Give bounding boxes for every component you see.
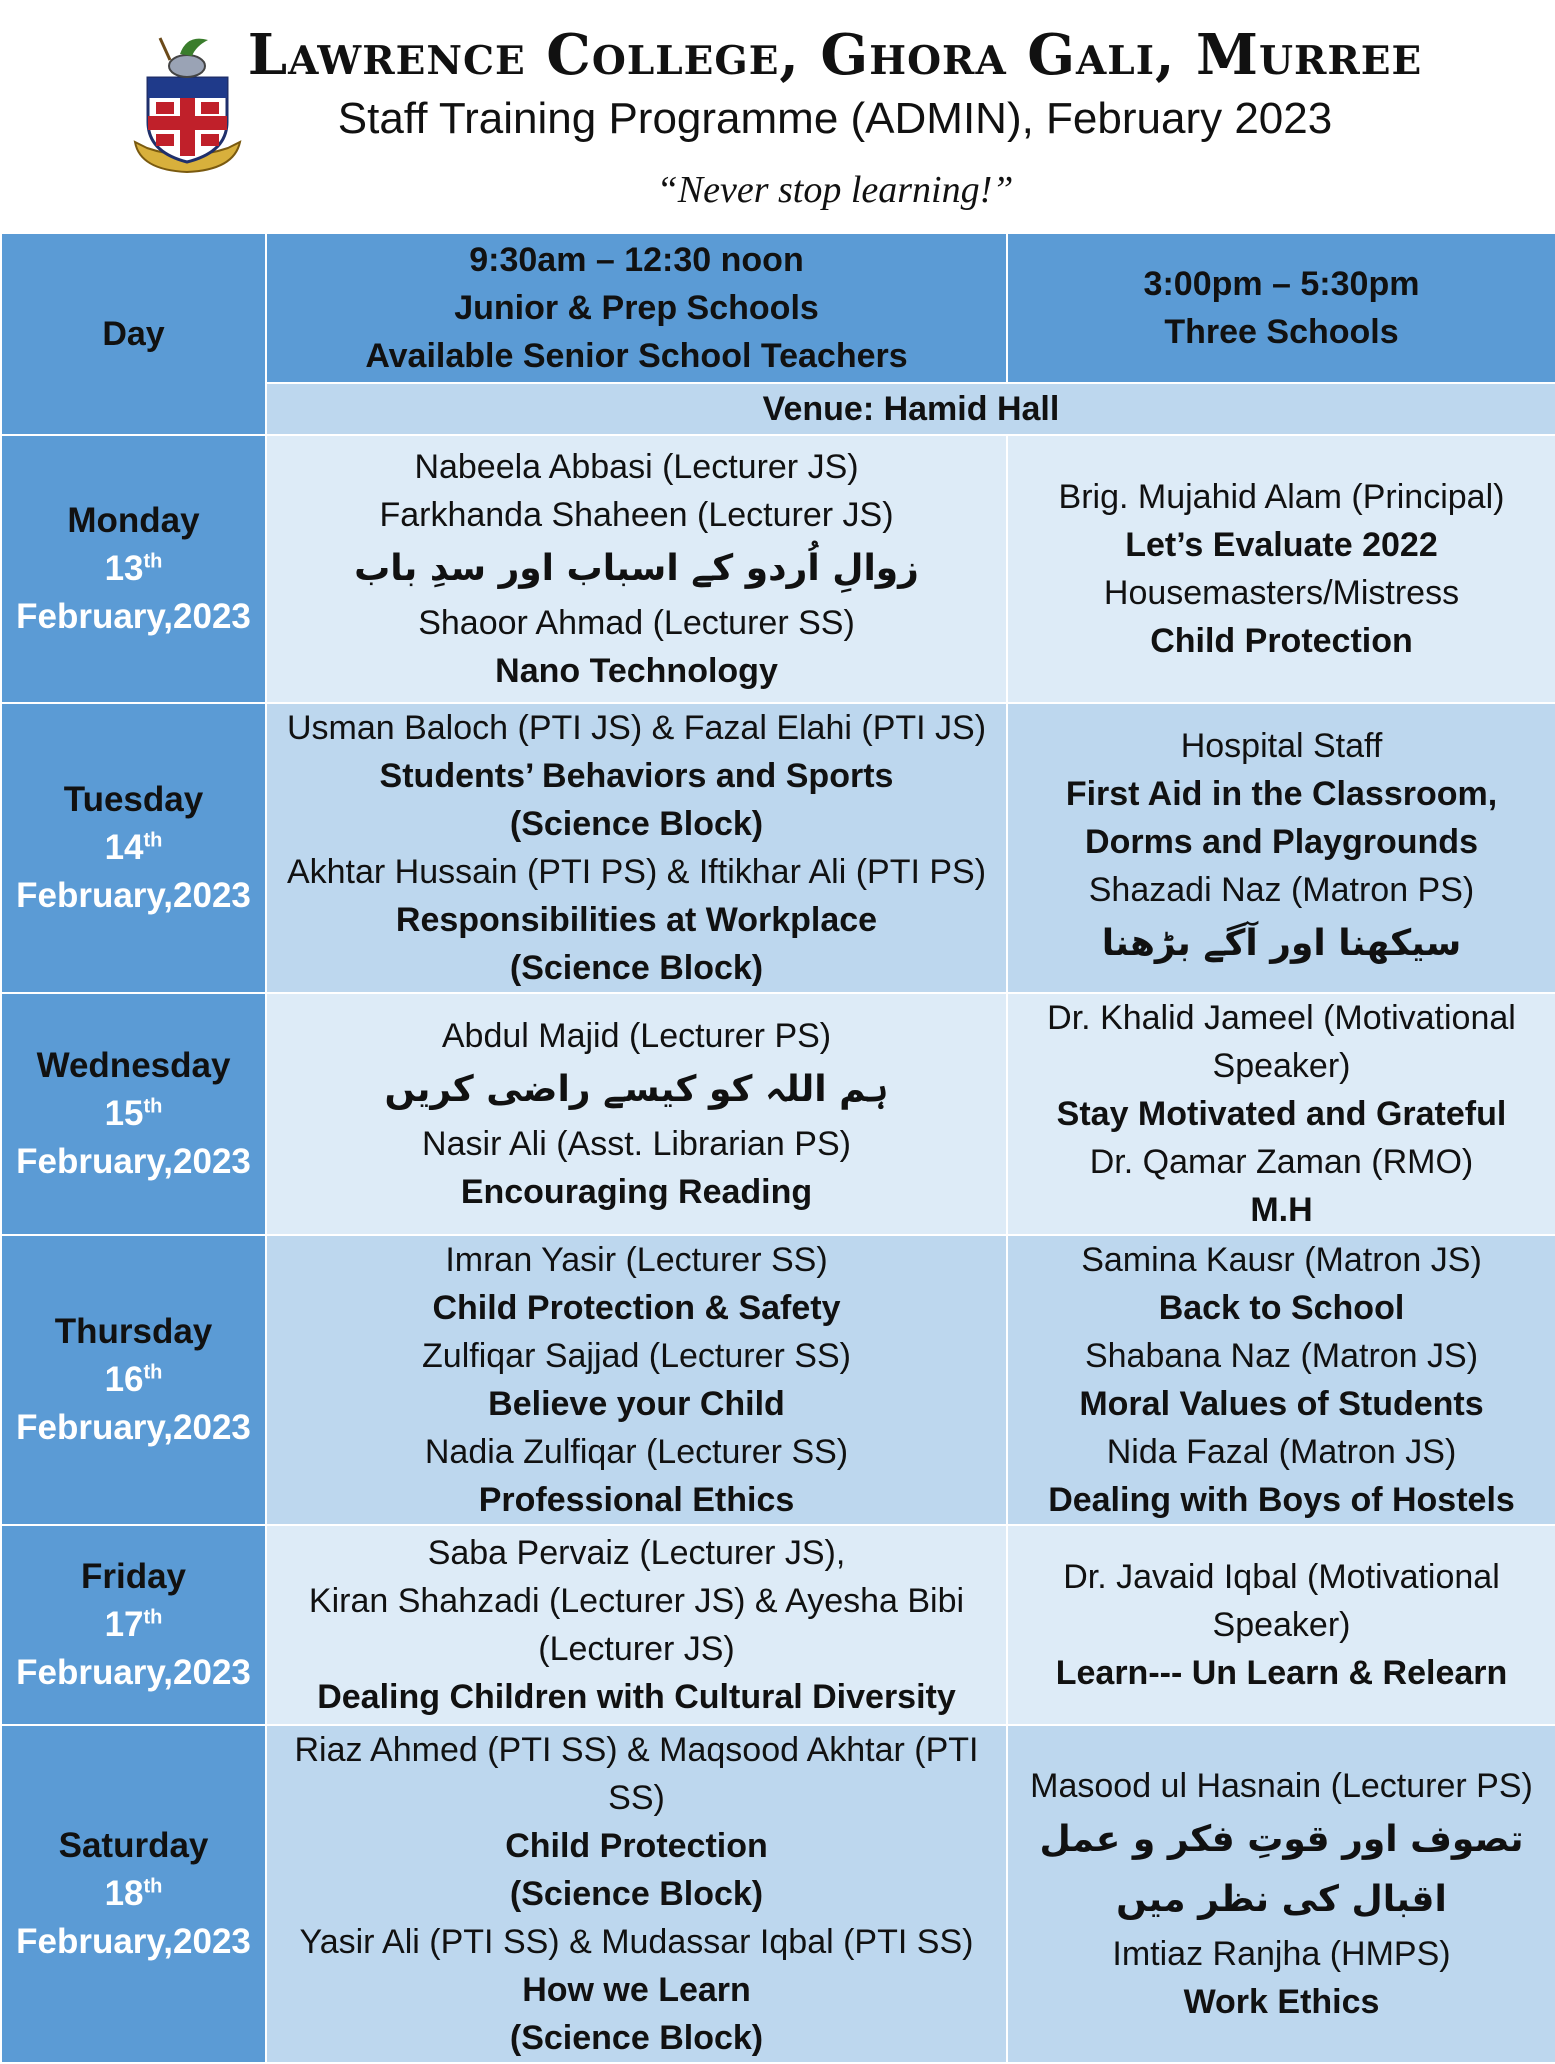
speaker-name: Shaoor Ahmad (Lecturer SS): [418, 604, 855, 642]
morning-time: 9:30am – 12:30 noon: [469, 241, 804, 279]
session-topic: Believe your Child: [488, 1385, 785, 1423]
venue-label: Venue: Hamid Hall: [266, 383, 1555, 435]
session-topic: Dealing Children with Cultural Diversity: [317, 1678, 956, 1716]
day-number: 17: [104, 1605, 144, 1644]
day-number: 16: [104, 1360, 144, 1399]
speaker-name: Dr. Khalid Jameel (Motivational: [1047, 999, 1516, 1037]
schedule-row: [1, 435, 1555, 703]
day-month: February,2023: [16, 597, 251, 636]
speaker-name: Akhtar Hussain (PTI PS) & Iftikhar Ali (PTI PS): [286, 853, 987, 891]
day-cell: [1, 1725, 266, 2063]
schedule-row: [1, 993, 1555, 1235]
day-number: 18: [104, 1874, 144, 1913]
day-ordinal: th: [143, 1606, 163, 1629]
morning-session-cell: [266, 703, 1007, 993]
day-name: Tuesday: [63, 780, 204, 819]
speaker-name: Nadia Zulfiqar (Lecturer SS): [424, 1433, 849, 1471]
schedule-row: [1, 703, 1555, 993]
morning-session-cell: [266, 1235, 1007, 1525]
header-row: [1, 233, 1555, 383]
day-date: [6, 545, 261, 593]
session-topic: Responsibilities at Workplace: [395, 901, 878, 939]
day-ordinal: th: [143, 550, 163, 573]
speaker-name: Samina Kausr (Matron JS): [1081, 1241, 1482, 1279]
speaker-name: Saba Pervaiz (Lecturer JS),: [427, 1534, 846, 1572]
morning-column-header: [266, 233, 1007, 383]
page-title: Lawrence College, Ghora Gali, Murree: [247, 22, 1423, 88]
session-topic: Stay Motivated and Grateful: [1056, 1095, 1507, 1133]
session-topic: Let’s Evaluate 2022: [1125, 526, 1438, 564]
session-topic: Students’ Behaviors and Sports: [379, 757, 894, 795]
evening-session-cell: [1007, 1725, 1555, 2063]
document-header: [0, 0, 1555, 232]
speaker-name: Dr. Javaid Iqbal (Motivational: [1063, 1558, 1500, 1596]
morning-session-cell: [266, 1725, 1007, 2063]
speaker-name: Nabeela Abbasi (Lecturer JS): [414, 448, 859, 486]
session-topic: Encouraging Reading: [460, 1173, 813, 1211]
speaker-name: Kiran Shahzadi (Lecturer JS) & Ayesha Bibi: [308, 1582, 965, 1620]
session-topic: Child Protection: [1150, 622, 1413, 660]
motto: “Never stop learning!”: [656, 169, 1014, 211]
day-date: [6, 824, 261, 872]
session-topic: (Science Block): [509, 805, 764, 843]
speaker-name: SS): [608, 1779, 665, 1817]
day-month: February,2023: [16, 1653, 251, 1692]
speaker-name: Imtiaz Ranjha (HMPS): [1112, 1935, 1451, 1973]
speaker-name: Imran Yasir (Lecturer SS): [445, 1241, 828, 1279]
session-topic: Dealing with Boys of Hostels: [1048, 1481, 1515, 1519]
page-subtitle: Staff Training Programme (ADMIN), February 2023: [337, 94, 1333, 143]
session-topic: (Science Block): [509, 1875, 764, 1913]
day-ordinal: th: [143, 829, 163, 852]
day-ordinal: th: [143, 1095, 163, 1118]
day-month: February,2023: [16, 1142, 251, 1181]
day-cell: [1, 435, 266, 703]
urdu-topic: سیکھنا اور آگے بڑھنا: [1101, 923, 1462, 964]
session-topic: First Aid in the Classroom,: [1065, 775, 1498, 813]
speaker-name: Usman Baloch (PTI JS) & Fazal Elahi (PTI JS): [286, 709, 987, 747]
day-ordinal: th: [143, 1361, 163, 1384]
day-name: Thursday: [54, 1312, 213, 1351]
evening-schools: Three Schools: [1164, 313, 1399, 351]
day-number: 14: [104, 828, 144, 867]
speaker-name: Masood ul Hasnain (Lecturer PS): [1030, 1767, 1533, 1805]
speaker-name: Yasir Ali (PTI SS) & Mudassar Iqbal (PTI SS): [299, 1923, 974, 1961]
morning-session-cell: [266, 1525, 1007, 1725]
morning-teachers: Available Senior School Teachers: [365, 337, 908, 375]
day-name: Saturday: [58, 1826, 209, 1865]
day-cell: [1, 1525, 266, 1725]
speaker-name: Farkhanda Shaheen (Lecturer JS): [379, 496, 894, 534]
urdu-topic: تصوف اور قوتِ فکر و عمل اقبال کی نظر میں: [1039, 1819, 1524, 1920]
session-topic: How we Learn: [522, 1971, 751, 2009]
speaker-name: Riaz Ahmed (PTI SS) & Maqsood Akhtar (PTI: [294, 1731, 979, 1769]
evening-session-cell: [1007, 1235, 1555, 1525]
urdu-topic: زوالِ اُردو کے اسباب اور سدِ باب: [354, 548, 919, 589]
session-topic: M.H: [1250, 1191, 1313, 1229]
session-topic: Moral Values of Students: [1079, 1385, 1484, 1423]
day-name: Friday: [80, 1557, 187, 1596]
speaker-name: Hospital Staff: [1180, 727, 1383, 765]
day-column-header: Day: [1, 233, 266, 435]
morning-session-cell: [266, 993, 1007, 1235]
morning-session-cell: [266, 435, 1007, 703]
day-cell: [1, 993, 266, 1235]
session-topic: Learn--- Un Learn & Relearn: [1055, 1654, 1508, 1692]
day-ordinal: th: [143, 1875, 163, 1898]
speaker-name: Abdul Majid (Lecturer PS): [441, 1017, 832, 1055]
day-number: 15: [104, 1094, 144, 1133]
schedule-table: [0, 232, 1555, 2064]
session-topic: (Science Block): [509, 949, 764, 987]
day-month: February,2023: [16, 1408, 251, 1447]
session-topic: Child Protection & Safety: [432, 1289, 841, 1327]
schedule-row: [1, 1525, 1555, 1725]
speaker-name: Brig. Mujahid Alam (Principal): [1058, 478, 1505, 516]
schedule-row: [1, 1235, 1555, 1525]
evening-session-cell: [1007, 1525, 1555, 1725]
evening-session-cell: [1007, 993, 1555, 1235]
evening-session-cell: [1007, 435, 1555, 703]
schedule-row: [1, 1725, 1555, 2063]
speaker-name: Shazadi Naz (Matron PS): [1088, 871, 1475, 909]
session-topic: Dorms and Playgrounds: [1085, 823, 1478, 861]
day-name: Wednesday: [36, 1046, 231, 1085]
day-cell: [1, 703, 266, 993]
session-topic: Back to School: [1158, 1289, 1405, 1327]
session-topic: Work Ethics: [1183, 1983, 1380, 2021]
session-topic: Nano Technology: [495, 652, 778, 690]
session-topic: Child Protection: [505, 1827, 768, 1865]
day-month: February,2023: [16, 1922, 251, 1961]
day-cell: [1, 1235, 266, 1525]
speaker-name: Speaker): [1212, 1047, 1351, 1085]
college-crest-icon: [130, 30, 245, 180]
day-date: [6, 1356, 261, 1404]
speaker-name: Zulfiqar Sajjad (Lecturer SS): [422, 1337, 851, 1375]
session-topic: (Science Block): [509, 2019, 764, 2057]
evening-session-cell: [1007, 703, 1555, 993]
speaker-name: Speaker): [1212, 1606, 1351, 1644]
day-number: 13: [104, 549, 144, 588]
evening-time: 3:00pm – 5:30pm: [1143, 265, 1420, 303]
evening-column-header: [1007, 233, 1555, 383]
day-date: [6, 1601, 261, 1649]
speaker-name: Housemasters/Mistress: [1103, 574, 1460, 612]
day-name: Monday: [67, 501, 200, 540]
urdu-topic: ہم اللہ کو کیسے راضی کریں: [384, 1069, 889, 1110]
morning-schools: Junior & Prep Schools: [454, 289, 819, 327]
day-month: February,2023: [16, 876, 251, 915]
session-topic: Professional Ethics: [478, 1481, 795, 1519]
day-date: [6, 1090, 261, 1138]
speaker-name: Dr. Qamar Zaman (RMO): [1089, 1143, 1474, 1181]
speaker-name: (Lecturer JS): [538, 1630, 735, 1668]
speaker-name: Nida Fazal (Matron JS): [1106, 1433, 1457, 1471]
speaker-name: Shabana Naz (Matron JS): [1084, 1337, 1479, 1375]
speaker-name: Nasir Ali (Asst. Librarian PS): [422, 1125, 851, 1163]
day-date: [6, 1870, 261, 1918]
